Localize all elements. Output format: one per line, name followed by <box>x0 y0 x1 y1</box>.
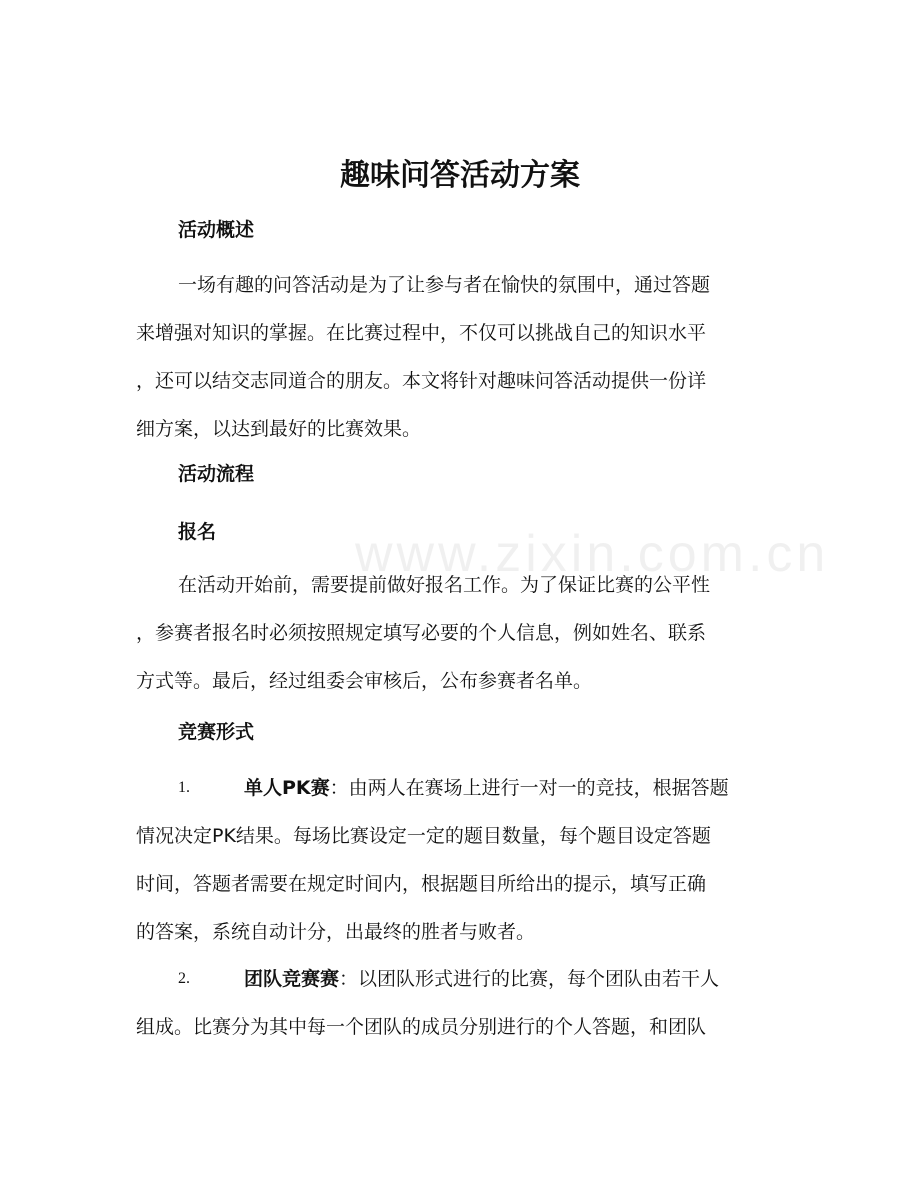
section-heading-format: 竞赛形式 <box>178 721 255 743</box>
overview-line-4: 细方案，以达到最好的比赛效果。 <box>136 418 422 440</box>
document-title: 趣味问答活动方案 <box>340 158 580 193</box>
section-heading-process: 活动流程 <box>178 463 255 485</box>
list-item-first-text <box>244 764 729 812</box>
list-item-description: ：由两人在赛场上进行一对一的竞技，根据答题 <box>329 777 729 799</box>
list-item-first-line <box>136 764 776 812</box>
registration-line-2: ，参赛者报名时必须按照规定填写必要的个人信息，例如姓名、联系 <box>136 622 707 644</box>
list-item <box>136 764 776 956</box>
list-item-first-line <box>136 955 776 1003</box>
list-item-line: 的答案，系统自动计分，出最终的胜者与败者。 <box>136 921 536 943</box>
list-item-description: ：以团队形式进行的比赛，每个团队由若干人 <box>339 968 720 990</box>
section-heading-overview: 活动概述 <box>178 219 255 241</box>
overview-line-2: 来增强对知识的掌握。在比赛过程中，不仅可以挑战自己的知识水平 <box>136 322 707 344</box>
overview-line-1: 一场有趣的问答活动是为了让参与者在愉快的氛围中，通过答题 <box>178 274 711 296</box>
overview-line-3: ，还可以结交志同道合的朋友。本文将针对趣味问答活动提供一份详 <box>136 370 707 392</box>
list-item-number: 2. <box>178 970 190 987</box>
list-item-term: 单人PK赛 <box>244 777 330 799</box>
watermark: www.zixin.com.cn <box>355 525 830 583</box>
registration-paragraph <box>136 561 776 705</box>
overview-paragraph <box>136 261 776 453</box>
list-item-line: 情况决定PK结果。每场比赛设定一定的题目数量，每个题目设定答题 <box>136 825 711 847</box>
list-item-line: 时间，答题者需要在规定时间内，根据题目所给出的提示，填写正确 <box>136 873 707 895</box>
section-heading-registration: 报名 <box>178 521 217 543</box>
list-item-first-text <box>244 955 719 1003</box>
registration-line-1: 在活动开始前，需要提前做好报名工作。为了保证比赛的公平性 <box>178 574 711 596</box>
registration-line-3: 方式等。最后，经过组委会审核后，公布参赛者名单。 <box>136 670 593 692</box>
list-item-line: 组成。比赛分为其中每一个团队的成员分别进行的个人答题，和团队 <box>136 1016 707 1038</box>
list-item <box>136 955 776 1051</box>
list-item-number: 1. <box>178 779 190 796</box>
list-item-term: 团队竞赛赛 <box>244 968 340 990</box>
